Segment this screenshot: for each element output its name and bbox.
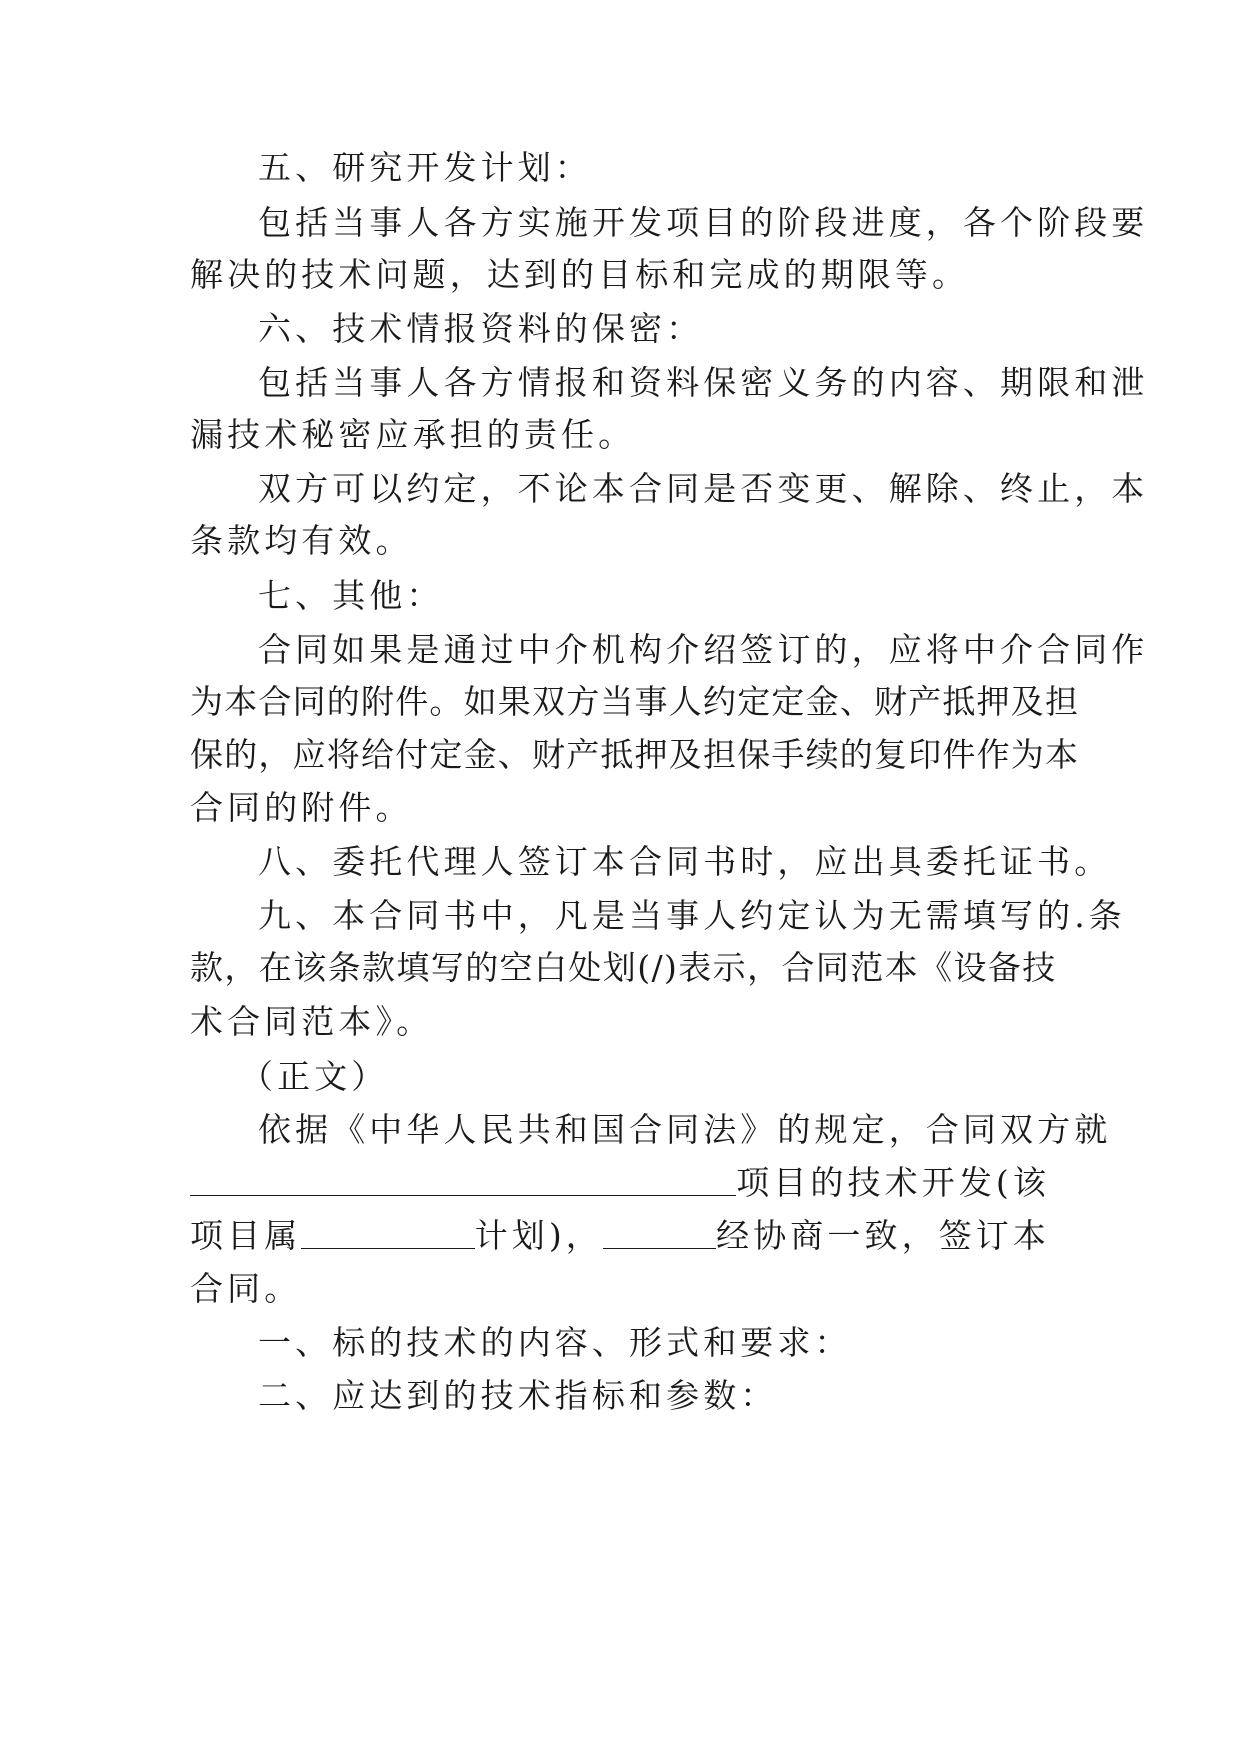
party-blank[interactable] — [603, 1218, 716, 1249]
section-heading-6: 六、技术情报资料的保密： — [258, 309, 704, 348]
paragraph-fragment: 计划)， — [474, 1216, 603, 1255]
paragraph-line: 款，在该条款填写的空白处划(/)表示，合同范本《设备技 — [190, 948, 1057, 987]
paragraph-line: 保的，应将给付定金、财产抵押及担保手续的复印件作为本 — [190, 735, 1080, 774]
paragraph-line: 依据《中华人民共和国合同法》的规定，合同双方就 — [258, 1110, 1112, 1149]
paragraph-line: 条款均有效。 — [190, 521, 413, 560]
paragraph-line: 包括当事人各方情报和资料保密义务的内容、期限和泄 — [258, 363, 1149, 402]
paragraph-line: 解决的技术问题，达到的目标和完成的期限等。 — [190, 255, 970, 294]
paragraph-line: 为本合同的附件。如果双方当事人约定定金、财产抵押及担 — [190, 682, 1080, 721]
section-heading-2: 二、应达到的技术指标和参数： — [258, 1376, 778, 1415]
paragraph-line: 漏技术秘密应承担的责任。 — [190, 415, 636, 454]
paragraph-line: 合同的附件。 — [190, 788, 413, 827]
section-heading-5: 五、研究开发计划： — [258, 148, 592, 187]
section-heading-7: 七、其他： — [258, 576, 444, 615]
paragraph-fragment: 项目的技术开发(该 — [736, 1163, 1050, 1202]
project-name-blank[interactable] — [190, 1165, 736, 1196]
section-heading-9: 九、本合同书中，凡是当事人约定认为无需填写的.条 — [258, 896, 1126, 935]
paragraph-line: 包括当事人各方实施开发项目的阶段进度，各个阶段要 — [258, 203, 1149, 242]
body-label: （正文） — [240, 1057, 389, 1096]
paragraph-line: 合同如果是通过中介机构介绍签订的，应将中介合同作 — [258, 630, 1149, 669]
fill-in-row-plan — [190, 1216, 1050, 1256]
paragraph-fragment: 经协商一致，签订本 — [716, 1216, 1050, 1255]
paragraph-line: 术合同范本》。 — [190, 1002, 434, 1041]
paragraph-line: 合同。 — [190, 1269, 302, 1308]
paragraph-line: 双方可以约定，不论本合同是否变更、解除、终止，本 — [258, 469, 1149, 508]
plan-name-blank[interactable] — [301, 1218, 474, 1249]
fill-in-row-project — [190, 1163, 1050, 1203]
section-heading-1: 一、标的技术的内容、形式和要求： — [258, 1323, 852, 1362]
paragraph-fragment: 项目属 — [190, 1216, 302, 1255]
section-heading-8: 八、委托代理人签订本合同书时，应出具委托证书。 — [258, 842, 1112, 881]
